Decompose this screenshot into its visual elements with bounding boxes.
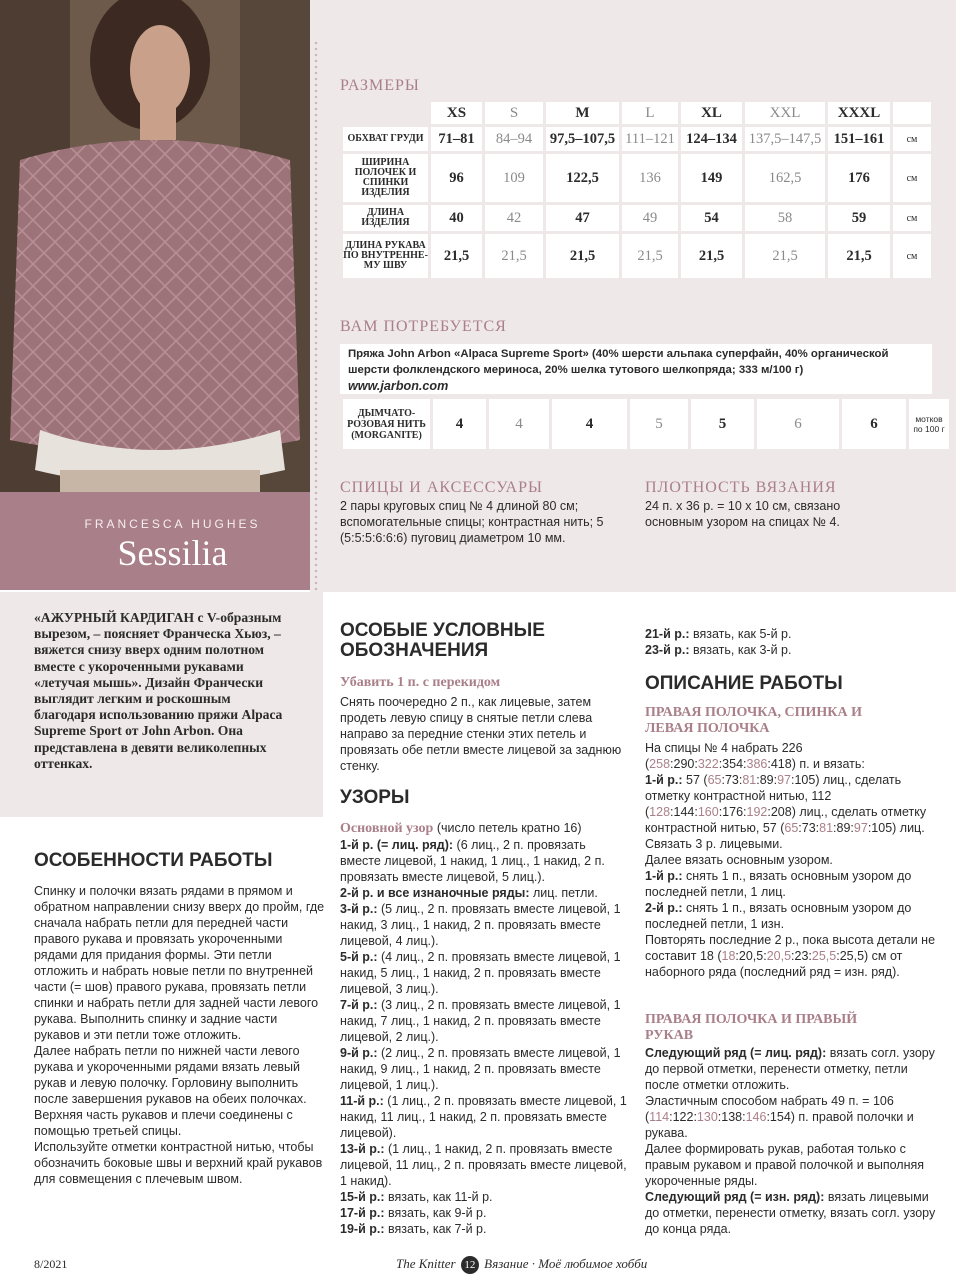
intro-text: «АЖУРНЫЙ КАРДИГАН с V-образным вырезом, – поясняет Франческа Хьюз, – вяжется снизу вверх одним полотном вместе с укороченными рукавами «летучая мышь». Дизайн Франчески выглядит легким и роскошным благодаря использованию пряжи Alpaca Supreme Sport от John Arbon. Она представлена в девяти великолепных оттенках. — [34, 610, 283, 771]
pattern-title: Sessilia — [117, 533, 228, 573]
pattern-row: 15-й р.: вязать, как 11-й р. — [340, 1190, 493, 1204]
size-header: M — [546, 102, 619, 124]
size-value: 109 — [485, 154, 543, 202]
size-value: 54 — [681, 205, 742, 231]
size-value: 111–121 — [622, 127, 678, 151]
pattern-note: (число петель кратно 16) — [433, 821, 582, 835]
pattern-row: 23-й р.: вязать, как 3-й р. — [645, 643, 792, 657]
size-header: XS — [431, 102, 482, 124]
yarn-count: 6 — [842, 399, 906, 449]
section-body-2: Следующий ряд (= лиц. ряд): вязать согл. узору до первой отметки, перенести отметку, петли после отметки отложить. Эластичным способом набрать 49 п. = 106 (114:122:130:138:146:154) п. правой полочки и рукава. Далее формировать рукав, работая только с правым рукавом и правой полочкой и выполняя укороченные ряды. Следующий ряд (= изн. ряд): вязать лицевыми до отметки, перенести отметку, вязать согл. узору до конца ряда. — [645, 1046, 936, 1236]
gauge-text: 24 п. х 36 р. = 10 х 10 см, связано основным узором на спицах № 4. — [645, 499, 841, 529]
pattern-row: 17-й р.: вязать, как 9-й р. — [340, 1206, 487, 1220]
paragraph: Спинку и полочки вязать рядами в прямом и обратном направлении снизу вверх до пройм, где сначала набрать петли для передней части правого рукава и провязать укороченными рядами для придания формы. Эти петли отложить и набрать новые петли по внутренней части (= шов) правого рукава, провязать петли спинки и набрать петли для задней части левого рукава. Выполнить спинку и задние части рукавов и эти петли тоже отложить. — [34, 884, 325, 1042]
size-value: 49 — [622, 205, 678, 231]
section-subheading: ПРАВАЯ ПОЛОЧКА И ПРАВЫЙ РУКАВ — [645, 1012, 858, 1043]
description-heading: ОПИСАНИЕ РАБОТЫ — [645, 673, 843, 694]
yarn-count: 4 — [433, 399, 486, 449]
pattern-row: 21-й р.: вязать, как 5-й р. — [645, 627, 792, 641]
section-subheading: ПРАВАЯ ПОЛОЧКА, СПИНКА И ЛЕВАЯ ПОЛОЧКА — [645, 705, 862, 736]
size-header: L — [622, 102, 678, 124]
size-value: 21,5 — [622, 234, 678, 278]
materials-label: ВАМ ПОТРЕБУЕТСЯ — [340, 318, 507, 335]
patterns-continued — [645, 626, 935, 658]
unit-cell: см — [893, 154, 931, 202]
symbols-text: Снять поочередно 2 п., как лицевые, затем продеть левую спицу в снятые петли слева направо за передние стенки этих петель и провязать обе петли вместе лицевой за заднюю стенку. — [340, 695, 622, 773]
symbols-subheading: Убавить 1 п. с перекидом — [340, 675, 501, 690]
size-value: 21,5 — [546, 234, 619, 278]
pattern-subheading: Основной узор — [340, 821, 434, 836]
size-value: 149 — [681, 154, 742, 202]
pattern-row: 13-й р.: (1 лиц., 1 накид, 2 п. провязать вместе лицевой, 11 лиц., 2 п. провязать вместе лицевой, 1 накид). — [340, 1142, 627, 1188]
unit-header — [893, 102, 931, 124]
size-value: 21,5 — [485, 234, 543, 278]
size-value: 21,5 — [745, 234, 825, 278]
yarn-quantity-table — [340, 396, 952, 452]
size-row — [343, 127, 931, 151]
row-label: ШИРИНА ПОЛОЧЕК И СПИНКИ ИЗДЕЛИЯ — [343, 154, 428, 202]
paragraph: Верхняя часть рукавов и плечи соединены с помощью третьей спицы. — [34, 1108, 293, 1138]
unit-cell: см — [893, 127, 931, 151]
unit-cell: см — [893, 234, 931, 278]
yarn-color-label: ДЫМЧАТО-РОЗОВАЯ НИТЬ (MORGANITE) — [343, 399, 430, 449]
needles-text: 2 пары круговых спиц № 4 длиной 80 см; вспомогательные спицы; контрастная нить; 5 (5:5:5:6:6:6) пуговиц диаметром 10 мм. — [340, 499, 604, 545]
size-value: 122,5 — [546, 154, 619, 202]
yarn-unit: мотков по 100 г — [909, 399, 949, 449]
size-value: 40 — [431, 205, 482, 231]
row-label: ДЛИНА РУКАВА ПО ВНУТРЕННЕ-МУ ШВУ — [343, 234, 428, 278]
author-name: FRANCESCA HUGHES — [84, 517, 261, 531]
paragraph: Далее набрать петли по нижней части левого рукава и укороченными рядами вязать левый рукав и левую полочку. Горловину выполнить после завершения рукавов на обеих полочках. — [34, 1044, 307, 1106]
corner-cell — [343, 102, 428, 124]
gauge-label: ПЛОТНОСТЬ ВЯЗАНИЯ — [645, 479, 837, 496]
features-heading: ОСОБЕННОСТИ РАБОТЫ — [34, 850, 273, 871]
row-label: ОБХВАТ ГРУДИ — [343, 127, 428, 151]
size-value: 21,5 — [828, 234, 890, 278]
size-value: 151–161 — [828, 127, 890, 151]
size-value: 58 — [745, 205, 825, 231]
size-value: 42 — [485, 205, 543, 231]
cover-photo — [0, 0, 310, 492]
size-value: 21,5 — [681, 234, 742, 278]
yarn-line: шерсти фолклендского мериноса, 20% шелка тутового шелкопряда; 333 м/100 г) — [348, 364, 804, 376]
size-value: 96 — [431, 154, 482, 202]
unit-cell: см — [893, 205, 931, 231]
pattern-row: 1-й р. (= лиц. ряд): (6 лиц., 2 п. провязать вместе лицевой, 1 накид, 1 лиц., 1 накид, 2 п. провязать вместе лицевой, 5 лиц.). — [340, 838, 605, 884]
yarn-count: 4 — [552, 399, 627, 449]
sizes-table — [340, 99, 934, 281]
row-label: ДЛИНА ИЗДЕЛИЯ — [343, 205, 428, 231]
magazine-name: The Knitter — [396, 1256, 456, 1271]
size-value: 124–134 — [681, 127, 742, 151]
yarn-count: 5 — [691, 399, 754, 449]
tagline: Вязание · Моё любимое хобби — [484, 1256, 648, 1271]
paragraph: Используйте отметки контрастной нитью, чтобы обозначить боковые швы и верхний край рукавов для совмещения с плечевым швом. — [34, 1140, 323, 1186]
yarn-line: Пряжа John Arbon «Alpaca Supreme Sport» (40% шерсти альпака суперфайн, 40% органической — [348, 348, 889, 360]
size-header: S — [485, 102, 543, 124]
features-body — [34, 883, 326, 1187]
size-header: XL — [681, 102, 742, 124]
size-value: 97,5–107,5 — [546, 127, 619, 151]
size-row — [343, 234, 931, 278]
issue-number: 8/2021 — [34, 1257, 68, 1271]
needles-label: СПИЦЫ И АКСЕССУАРЫ — [340, 479, 543, 496]
size-value: 71–81 — [431, 127, 482, 151]
sizes-header-row — [343, 102, 931, 124]
sizes-label: РАЗМЕРЫ — [340, 77, 420, 94]
pattern-row: 2-й р. и все изнаночные ряды: лиц. петли. — [340, 886, 598, 900]
pattern-row: 9-й р.: (2 лиц., 2 п. провязать вместе лицевой, 1 накид, 9 лиц., 1 накид, 2 п. провязать вместе лицевой, 1 лиц.). — [340, 1046, 621, 1092]
pattern-row: 5-й р.: (4 лиц., 2 п. провязать вместе лицевой, 1 накид, 5 лиц., 1 накид, 2 п. провязать вместе лицевой, 3 лиц.). — [340, 950, 621, 996]
size-value: 21,5 — [431, 234, 482, 278]
section-body-1: На спицы № 4 набрать 226 (258:290:322:354:386:418) п. и вязать: 1-й р.: 57 (65:73:81:89:97:105) лиц., сделать отметку контрастной нитью, 112 (128:144:160:176:192:208) лиц., сделать отметку контрастной нитью, 57 (65:73:81:89:97:105) лиц. Связать 3 р. лицевыми. Далее вязать основным узором. 1-й р.: снять 1 п., вязать основным узором до последней петли, 1 лиц. 2-й р.: снять 1 п., вязать основным узором до последней петли, 1 изн. Повторять последние 2 р., пока высота детали не составит 18 (18:20,5:20,5:23:25,5:25,5) см от наборного ряда (последний ряд = изн. ряд). — [645, 741, 936, 979]
size-header: XXL — [745, 102, 825, 124]
page-number: 12 — [461, 1256, 479, 1274]
pattern-subheading-line — [340, 820, 630, 837]
yarn-description — [340, 344, 932, 394]
size-row — [343, 154, 931, 202]
size-header: XXXL — [828, 102, 890, 124]
yarn-count: 5 — [630, 399, 688, 449]
symbols-heading: ОСОБЫЕ УСЛОВНЫЕ ОБОЗНАЧЕНИЯ — [340, 620, 545, 661]
size-value: 59 — [828, 205, 890, 231]
yarn-url[interactable]: www.jarbon.com — [348, 379, 449, 393]
size-value: 162,5 — [745, 154, 825, 202]
dotted-divider — [313, 40, 319, 592]
patterns-heading: УЗОРЫ — [340, 787, 410, 808]
yarn-count: 6 — [757, 399, 839, 449]
pattern-row: 7-й р.: (3 лиц., 2 п. провязать вместе лицевой, 1 накид, 7 лиц., 1 накид, 2 п. провязать вместе лицевой, 2 лиц.). — [340, 998, 621, 1044]
pattern-row: 3-й р.: (5 лиц., 2 п. провязать вместе лицевой, 1 накид, 3 лиц., 1 накид, 2 п. провязать вместе лицевой, 4 лиц.). — [340, 902, 621, 948]
size-row — [343, 205, 931, 231]
size-value: 136 — [622, 154, 678, 202]
size-value: 137,5–147,5 — [745, 127, 825, 151]
size-value: 47 — [546, 205, 619, 231]
size-value: 84–94 — [485, 127, 543, 151]
pattern-row: 19-й р.: вязать, как 7-й р. — [340, 1222, 487, 1236]
yarn-count: 4 — [489, 399, 549, 449]
yarn-row — [343, 399, 949, 449]
patterns-body — [340, 820, 630, 1237]
magazine-footer — [396, 1256, 647, 1274]
size-value: 176 — [828, 154, 890, 202]
pattern-row: 11-й р.: (1 лиц., 2 п. провязать вместе лицевой, 1 накид, 11 лиц., 1 накид, 2 п. провязать вместе лицевой). — [340, 1094, 627, 1140]
